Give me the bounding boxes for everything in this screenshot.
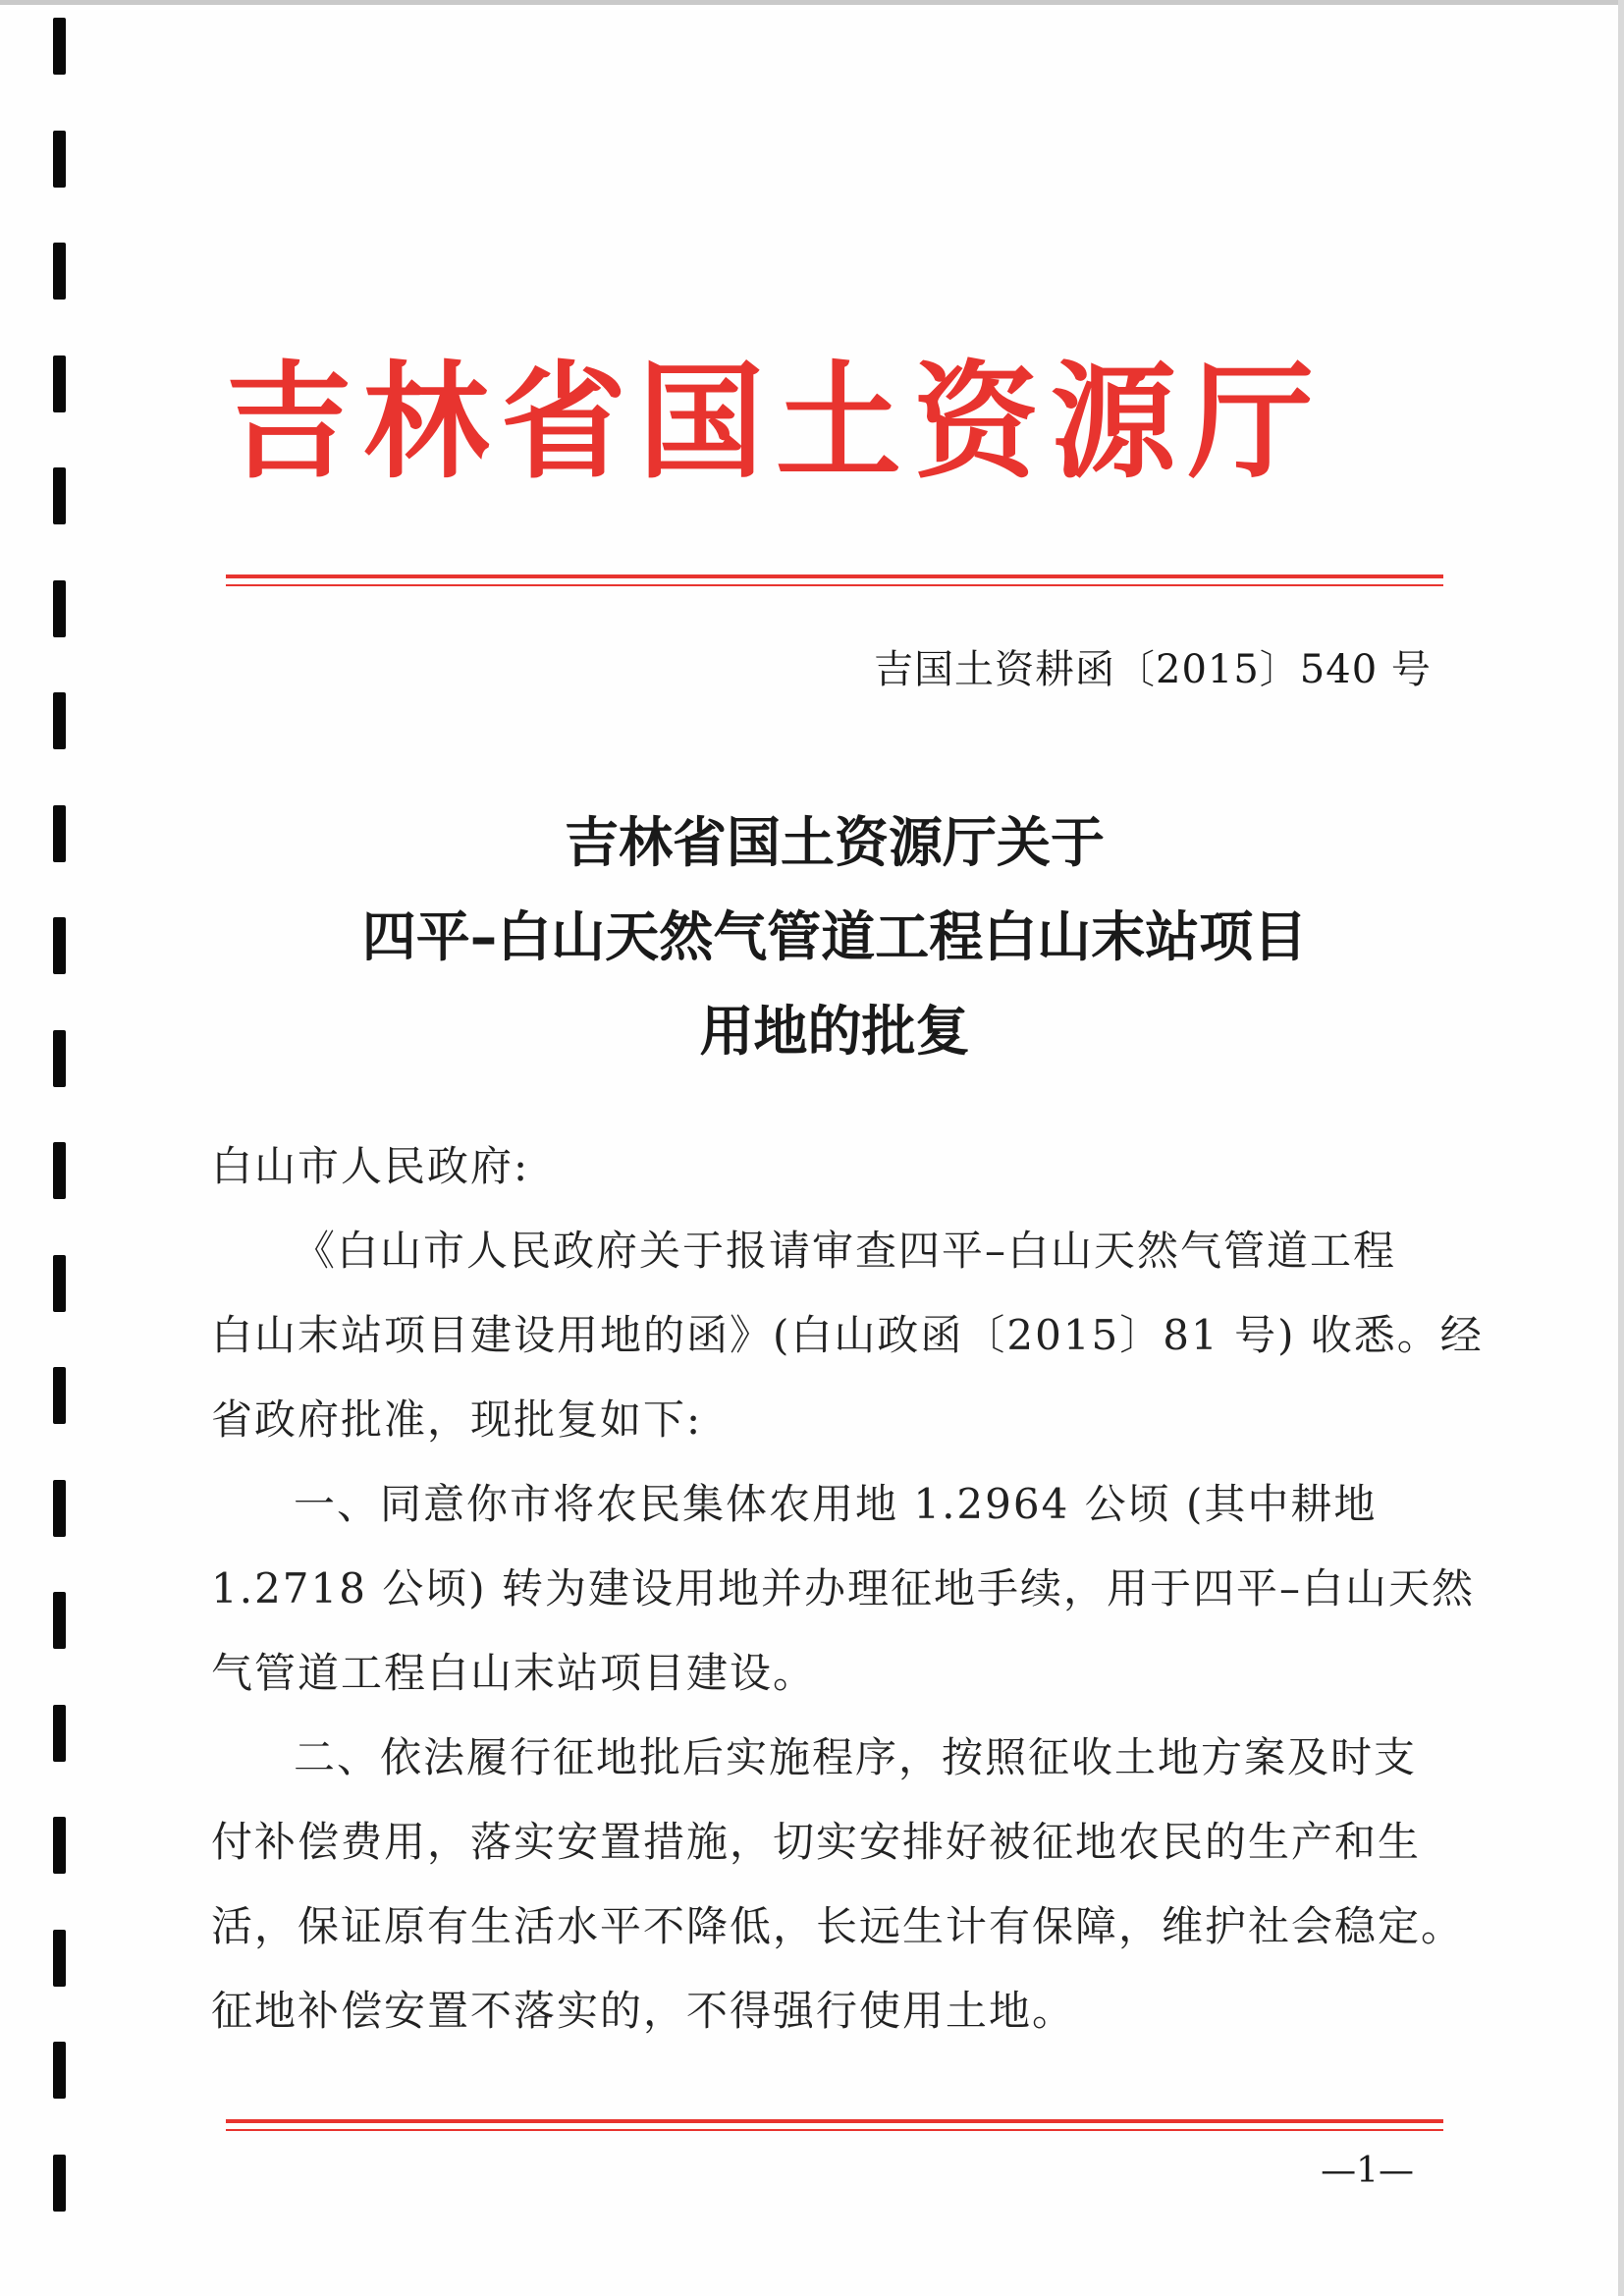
binding-mark	[53, 1142, 66, 1199]
paragraph-line: 白山末站项目建设用地的函》(白山政函〔2015〕81 号) 收悉。经	[211, 1311, 1484, 1359]
paragraph-item-one	[211, 1462, 1476, 1716]
binding-mark	[53, 18, 66, 75]
binding-mark	[53, 805, 66, 862]
binding-mark	[53, 580, 66, 637]
binding-mark	[53, 243, 66, 300]
binding-mark	[53, 1255, 66, 1312]
title-line: 四平–白山天然气管道工程白山末站项目	[361, 905, 1308, 968]
paragraph-line: 二、依法履行征地批后实施程序，按照征收土地方案及时支	[294, 1733, 1418, 1781]
binding-mark	[53, 2042, 66, 2099]
binding-mark	[53, 2155, 66, 2212]
binding-mark	[53, 917, 66, 974]
paragraph-line: 征地补偿安置不落实的，不得强行使用土地。	[211, 1987, 1076, 2035]
paragraph-line: 省政府批准，现批复如下:	[211, 1395, 703, 1444]
page-number: —1—	[1321, 2151, 1414, 2191]
binding-mark	[53, 355, 66, 412]
letterhead-rule-top	[226, 574, 1443, 578]
document-title	[226, 795, 1443, 1078]
binding-marks	[53, 0, 67, 2296]
title-line: 吉林省国土资源厅关于	[564, 811, 1105, 874]
binding-mark	[53, 692, 66, 749]
title-line: 用地的批复	[699, 1000, 970, 1063]
letterhead-title: 吉林省国土资源厅	[226, 349, 1326, 496]
paragraph-line: 气管道工程白山末站项目建设。	[211, 1649, 817, 1697]
paragraph-line: 活，保证原有生活水平不降低，长远生计有保障，维护社会稳定。	[211, 1902, 1465, 1950]
paragraph-line: 《白山市人民政府关于报请审查四平–白山天然气管道工程	[294, 1227, 1397, 1275]
document-number: 吉国土资耕函〔2015〕540 号	[874, 647, 1432, 692]
binding-mark	[53, 467, 66, 524]
addressee: 白山市人民政府:	[211, 1142, 530, 1190]
binding-mark	[53, 1705, 66, 1762]
footer-rule-top	[226, 2119, 1443, 2123]
document-body	[211, 1124, 1484, 2053]
letterhead-rule-bottom	[226, 584, 1443, 586]
scan-top-edge	[0, 0, 1624, 5]
binding-mark	[53, 1030, 66, 1087]
binding-mark	[53, 131, 66, 188]
paragraph-line: 1.2718 公顷) 转为建设用地并办理征地手续，用于四平–白山天然	[211, 1564, 1476, 1613]
binding-mark	[53, 1817, 66, 1874]
binding-mark	[53, 1930, 66, 1987]
binding-mark	[53, 1592, 66, 1649]
paragraph-item-two	[211, 1716, 1465, 2053]
paragraph-receipt	[211, 1209, 1484, 1462]
scan-right-edge	[1618, 0, 1624, 2296]
binding-mark	[53, 1367, 66, 1424]
footer-rule-bottom	[226, 2129, 1443, 2131]
paragraph-line: 一、同意你市将农民集体农用地 1.2964 公顷 (其中耕地	[294, 1480, 1378, 1528]
paragraph-line: 付补偿费用，落实安置措施，切实安排好被征地农民的生产和生	[211, 1818, 1422, 1866]
binding-mark	[53, 1480, 66, 1537]
